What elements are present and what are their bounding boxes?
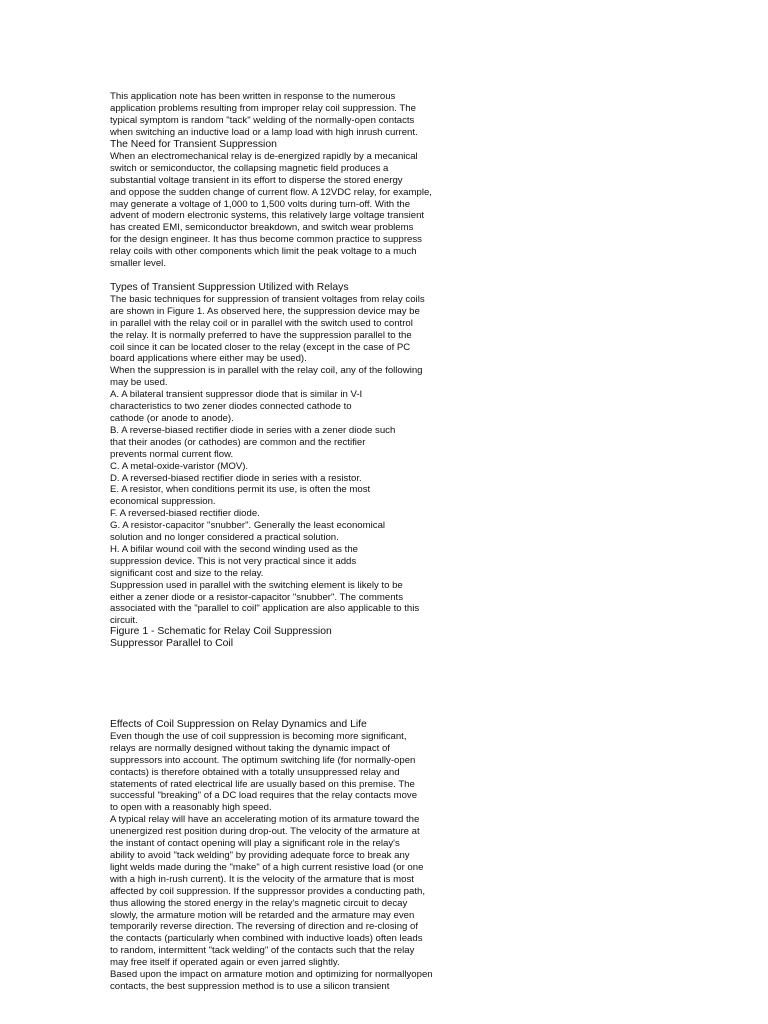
text-line: when switching an inductive load or a lamp load with high inrush current.	[110, 126, 418, 138]
text-line: C. A metal-oxide-varistor (MOV).	[110, 460, 249, 472]
text-line: When an electromechanical relay is de-energized rapidly by a mecanical	[110, 150, 418, 162]
text-line: to random, intermittent "tack welding" of the contacts such that the relay	[110, 945, 415, 957]
text-line: the relay. It is normally preferred to have the suppression parallel to the	[110, 329, 412, 341]
text-line: successful "breaking" of a DC load requires that the relay contacts move	[110, 790, 418, 802]
text-line: cathode (or anode to anode).	[110, 412, 234, 424]
text-line: prevents normal current flow.	[110, 448, 234, 460]
text-line: economical suppression.	[110, 496, 216, 508]
text-line: either a zener diode or a resistor-capacitor "snubber". The comments	[110, 591, 403, 603]
section-heading-effects: Effects of Coil Suppression on Relay Dynamics and Life	[110, 719, 367, 730]
figure-caption	[110, 626, 670, 650]
text-line: relay coils with other components which limit the peak voltage to a much	[110, 246, 417, 258]
text-line: solution and no longer considered a practical solution.	[110, 532, 339, 544]
text-line: D. A reversed-biased rectifier diode in series with a resistor.	[110, 472, 362, 484]
text-line: Suppressor Parallel to Coil	[110, 637, 234, 649]
text-line: may generate a voltage of 1,000 to 1,500 volts during turn-off. With the	[110, 198, 411, 210]
need-paragraph	[110, 151, 670, 270]
text-line: suppressors into account. The optimum switching life (for normally-open	[110, 754, 416, 766]
text-line: the instant of contact opening will play a significant role in the relay's	[110, 838, 400, 850]
text-line: the contacts (particularly when combined with inductive loads) often leads	[110, 933, 423, 945]
effects-paragraph	[110, 731, 670, 993]
text-line: to open with a reasonably high speed.	[110, 802, 272, 814]
text-line: The basic techniques for suppression of transient voltages from relay coils	[110, 293, 425, 305]
text-line: When the suppression is in parallel with the relay coil, any of the following	[110, 365, 423, 377]
text-line: significant cost and size to the relay.	[110, 567, 264, 579]
text-line: Even though the use of coil suppression is becoming more significant,	[110, 730, 407, 742]
text-line: Suppression used in parallel with the switching element is likely to be	[110, 579, 403, 591]
text-line: Figure 1 - Schematic for Relay Coil Suppression	[110, 626, 332, 637]
text-line: characteristics to two zener diodes connected cathode to	[110, 401, 352, 413]
text-line: affected by coil suppression. If the suppressor provides a conducting path,	[110, 885, 426, 897]
text-line: light welds made during the "make" of a high current resistive load (or one	[110, 861, 424, 873]
text-line: Based upon the impact on armature motion and optimizing for normallyopen	[110, 969, 433, 981]
text-line: has created EMI, semiconductor breakdown, and switch wear problems	[110, 222, 414, 234]
text-line: application problems resulting from improper relay coil suppression. The	[110, 102, 416, 114]
text-line: board applications where either may be used).	[110, 353, 307, 365]
intro-paragraph	[110, 91, 670, 139]
text-line: advent of modern electronic systems, this relatively large voltage transient	[110, 210, 425, 222]
types-paragraph	[110, 294, 670, 627]
text-line: for the design engineer. It has thus become common practice to suppress	[110, 234, 422, 246]
text-line: smaller level.	[110, 258, 166, 270]
text-line: suppression device. This is not very practical since it adds	[110, 555, 357, 567]
text-line: A typical relay will have an accelerating motion of its armature toward the	[110, 814, 420, 826]
text-line: thus allowing the stored energy in the relay's magnetic circuit to decay	[110, 897, 408, 909]
text-line: E. A resistor, when conditions permit its use, is often the most	[110, 484, 371, 496]
text-line: coil since it can be located closer to the relay (except in the case of PC	[110, 341, 411, 353]
need-section	[110, 139, 670, 270]
text-line: relays are normally designed without taking the dynamic impact of	[110, 742, 390, 754]
text-line: H. A bifilar wound coil with the second winding used as the	[110, 543, 358, 555]
text-line: associated with the "parallel to coil" application are also applicable to this	[110, 603, 420, 615]
text-line: This application note has been written in response to the numerous	[110, 91, 396, 102]
text-line: that their anodes (or cathodes) are common and the rectifier	[110, 436, 366, 448]
text-line: ability to avoid "tack welding" by providing adequate force to break any	[110, 849, 410, 861]
text-line: substantial voltage transient in its effort to disperse the stored energy	[110, 174, 403, 186]
text-line: and oppose the sudden change of current flow. A 12VDC relay, for example,	[110, 186, 432, 198]
types-section	[110, 282, 670, 627]
text-line: switch or semiconductor, the collapsing magnetic field produces a	[110, 162, 389, 174]
text-line: may free itself if operated again or even jarred slightly.	[110, 957, 340, 969]
text-line: A. A bilateral transient suppressor diode that is similar in V-I	[110, 389, 363, 401]
text-line: slowly, the armature motion will be retarded and the armature may even	[110, 909, 415, 921]
text-line: are shown in Figure 1. As observed here, the suppression device may be	[110, 305, 420, 317]
text-line: may be used.	[110, 377, 168, 389]
text-line: contacts) is therefore obtained with a totally unsuppressed relay and	[110, 766, 400, 778]
section-heading-types: Types of Transient Suppression Utilized with Relays	[110, 282, 349, 293]
text-line: in parallel with the relay coil or in parallel with the switch used to control	[110, 317, 413, 329]
text-line: F. A reversed-biased rectifier diode.	[110, 508, 260, 520]
text-line: contacts, the best suppression method is to use a silicon transient	[110, 980, 390, 992]
text-line: circuit.	[110, 615, 138, 627]
text-line: temporarily reverse direction. The reversing of direction and re-closing of	[110, 921, 419, 933]
section-heading-need: The Need for Transient Suppression	[110, 139, 277, 150]
effects-section	[110, 719, 670, 993]
text-line: G. A resistor-capacitor "snubber". Generally the least economical	[110, 520, 386, 532]
text-line: statements of rated electrical life are usually based on this premise. The	[110, 778, 415, 790]
text-line: B. A reverse-biased rectifier diode in series with a zener diode such	[110, 424, 396, 436]
text-line: typical symptom is random "tack" welding of the normally-open contacts	[110, 114, 415, 126]
text-line: unenergized rest position during drop-out. The velocity of the armature at	[110, 826, 420, 838]
text-line: with a high in-rush current). It is the velocity of the armature that is most	[110, 873, 414, 885]
